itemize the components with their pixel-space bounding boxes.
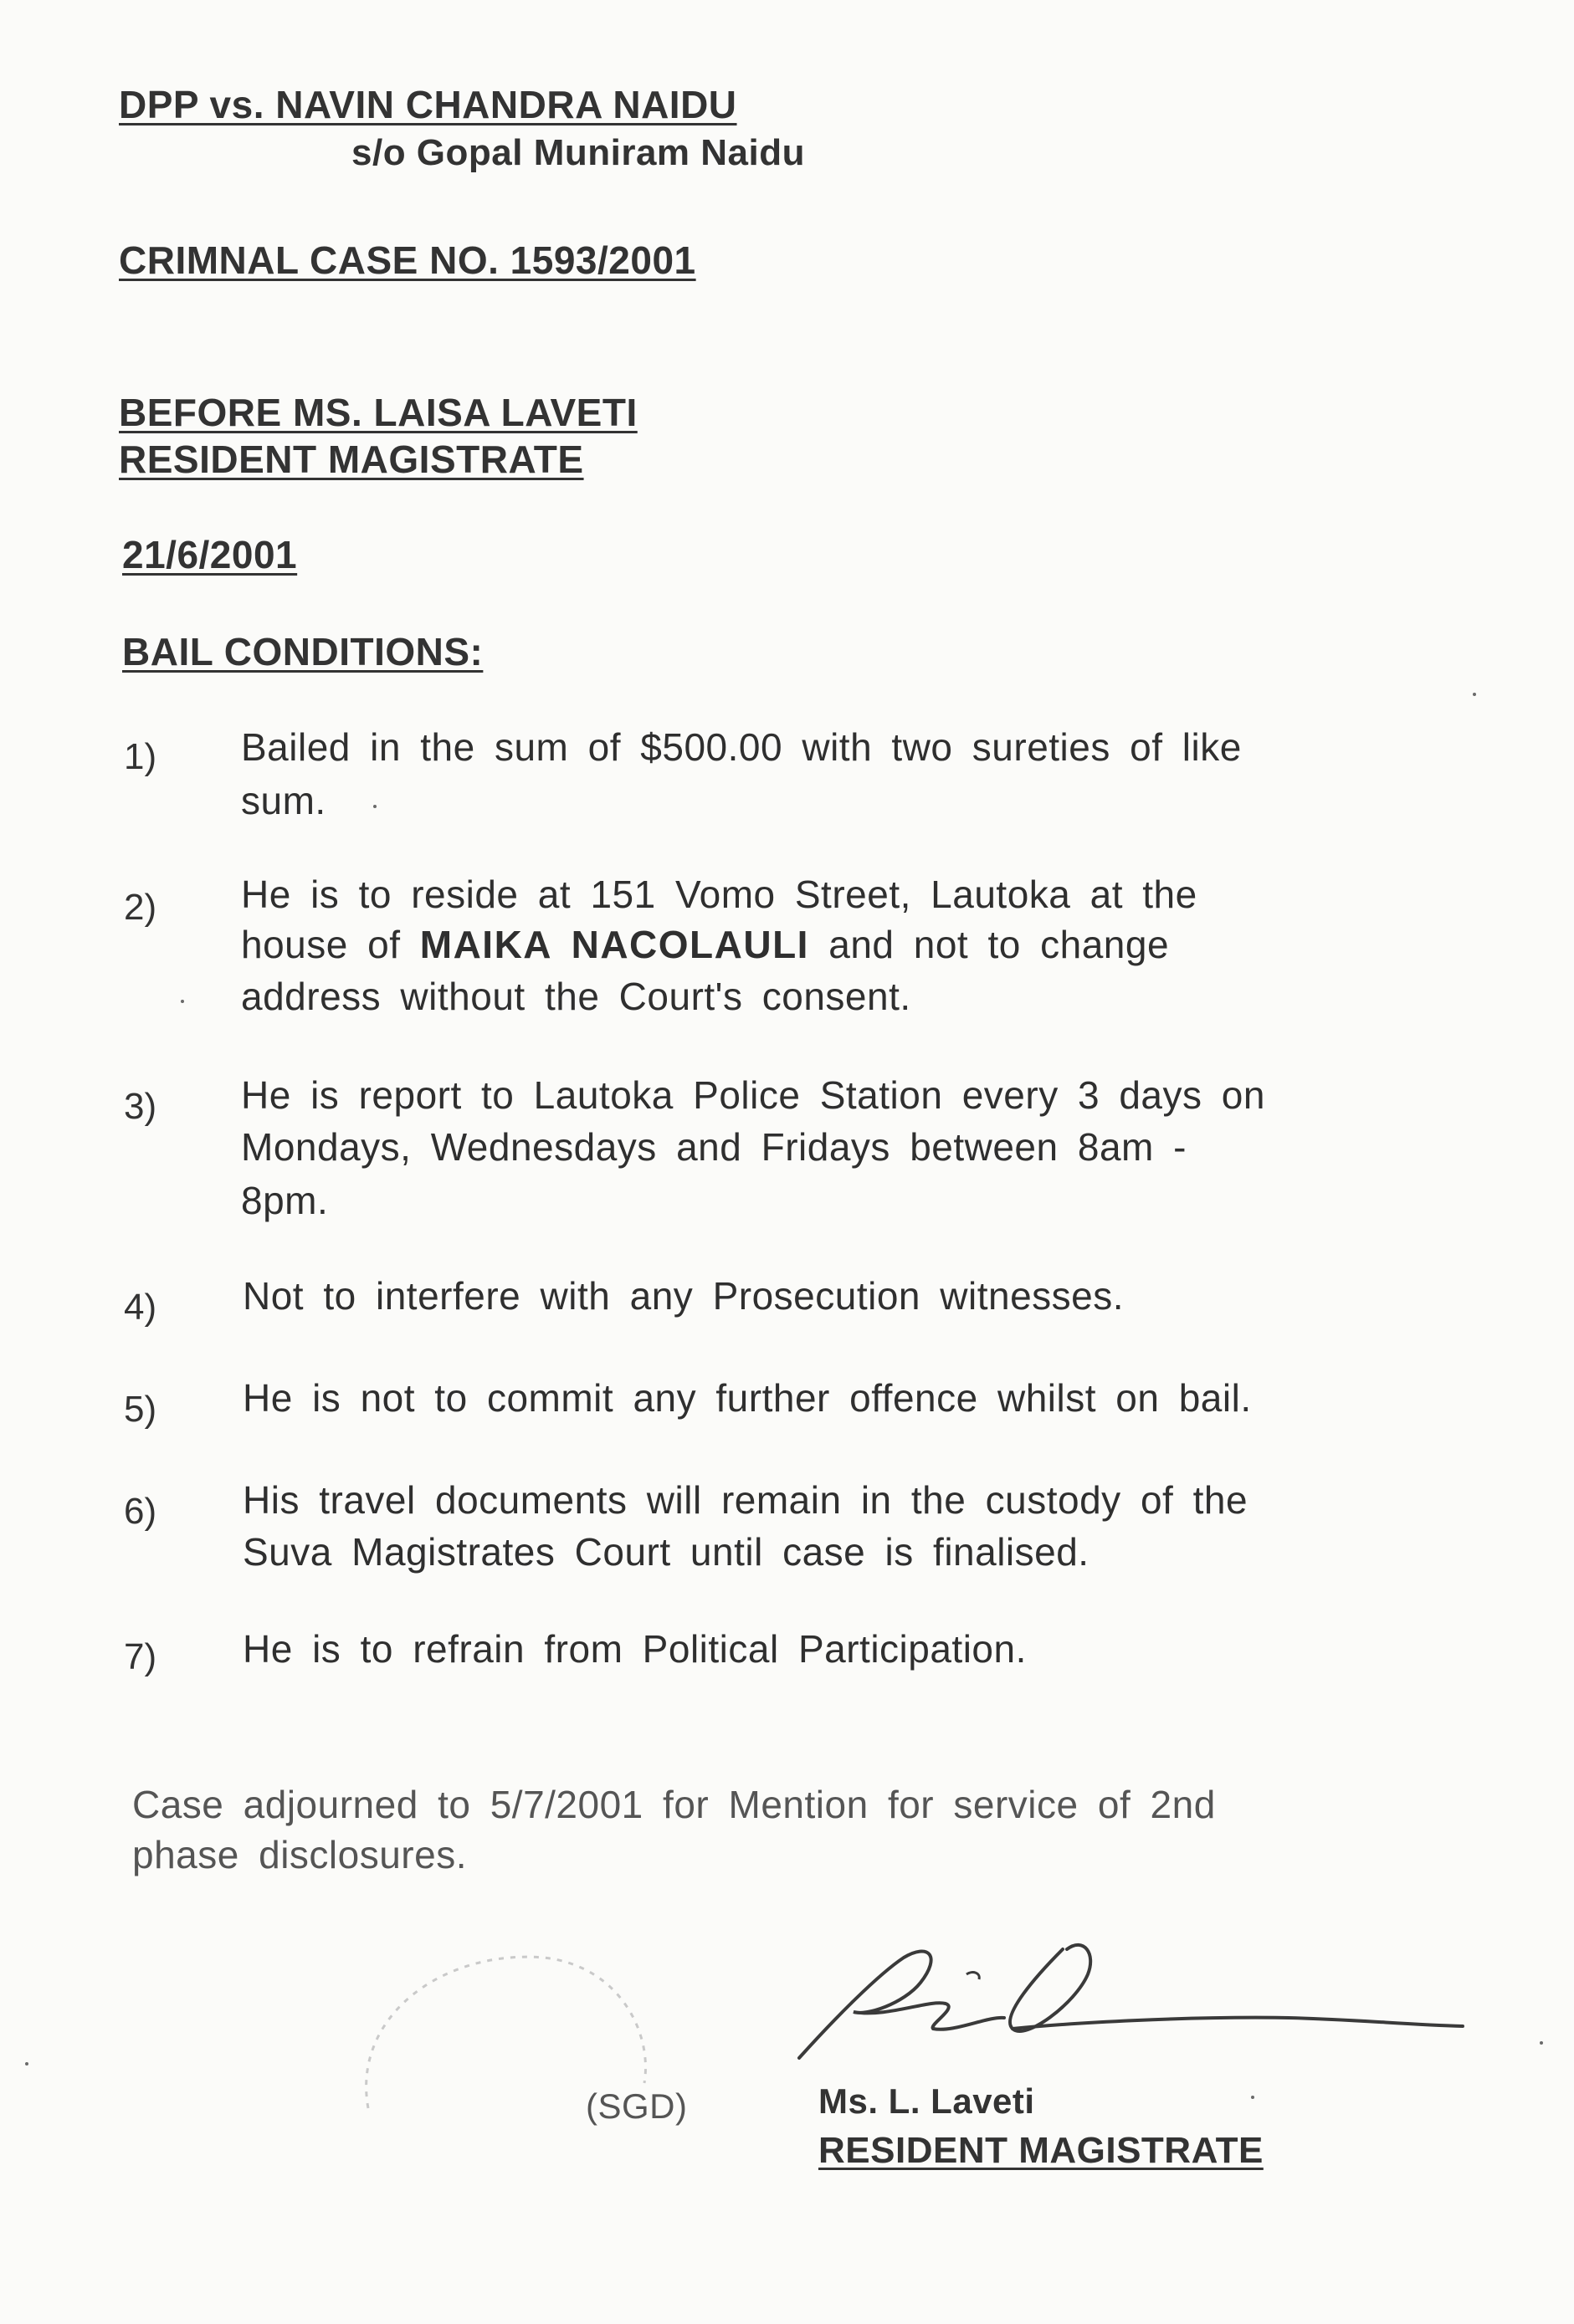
- condition-number: 2): [124, 887, 157, 928]
- condition-number: 4): [124, 1287, 157, 1328]
- condition-text: Not to interfere with any Prosecution witnesses.: [243, 1274, 1125, 1318]
- section-title: BAIL CONDITIONS:: [122, 630, 484, 673]
- magistrate-title: RESIDENT MAGISTRATE: [119, 438, 584, 481]
- signatory-name: Ms. L. Laveti: [818, 2081, 1035, 2121]
- scan-speck: [1473, 693, 1476, 696]
- condition-text: sum.: [241, 779, 326, 822]
- case-number: CRIMNAL CASE NO. 1593/2001: [119, 238, 696, 282]
- condition-text: Suva Magistrates Court until case is finalised.: [243, 1530, 1089, 1574]
- condition-text: He is to refrain from Political Participation.: [243, 1627, 1027, 1671]
- condition-text: He is to reside at 151 Vomo Street, Lautoka at the: [241, 873, 1197, 916]
- condition-text: 8pm.: [241, 1179, 329, 1222]
- parentage-line: s/o Gopal Muniram Naidu: [351, 132, 805, 173]
- condition-text: He is not to commit any further offence whilst on bail.: [243, 1376, 1252, 1420]
- condition-text: Bailed in the sum of $500.00 with two sureties of like: [241, 725, 1242, 769]
- scan-speck: [373, 805, 377, 808]
- order-date: 21/6/2001: [122, 533, 298, 576]
- condition-number: 6): [124, 1491, 157, 1532]
- condition-number: 3): [124, 1086, 157, 1127]
- condition-text: Mondays, Wednesdays and Fridays between 8am -: [241, 1125, 1187, 1169]
- condition-number: 5): [124, 1389, 157, 1430]
- scan-speck: [1251, 2096, 1254, 2099]
- adjournment-text: Case adjourned to 5/7/2001 for Mention for service of 2nd: [132, 1783, 1216, 1826]
- scan-speck: [1540, 2041, 1543, 2045]
- sgd-mark: (SGD): [586, 2086, 688, 2126]
- condition-number: 7): [124, 1636, 157, 1677]
- condition-number: 1): [124, 736, 157, 777]
- adjournment-text: phase disclosures.: [132, 1833, 467, 1876]
- condition-text-part: house of: [241, 923, 420, 966]
- faint-seal-stamp: [335, 1916, 669, 2167]
- case-title: DPP vs. NAVIN CHANDRA NAIDU: [119, 83, 737, 126]
- condition-text: [241, 922, 1169, 967]
- condition-text: His travel documents will remain in the custody of the: [243, 1478, 1248, 1522]
- scan-speck: [181, 1000, 184, 1003]
- handwritten-signature: [787, 1924, 1473, 2083]
- residence-host-name: MAIKA NACOLAULI: [419, 923, 809, 966]
- before-magistrate: BEFORE MS. LAISA LAVETI: [119, 391, 638, 434]
- signatory-title: RESIDENT MAGISTRATE: [818, 2130, 1264, 2171]
- condition-text: address without the Court's consent.: [241, 975, 911, 1018]
- scan-speck: [25, 2062, 28, 2065]
- condition-text-part: and not to change: [808, 923, 1170, 966]
- condition-text: He is report to Lautoka Police Station every 3 days on: [241, 1073, 1265, 1117]
